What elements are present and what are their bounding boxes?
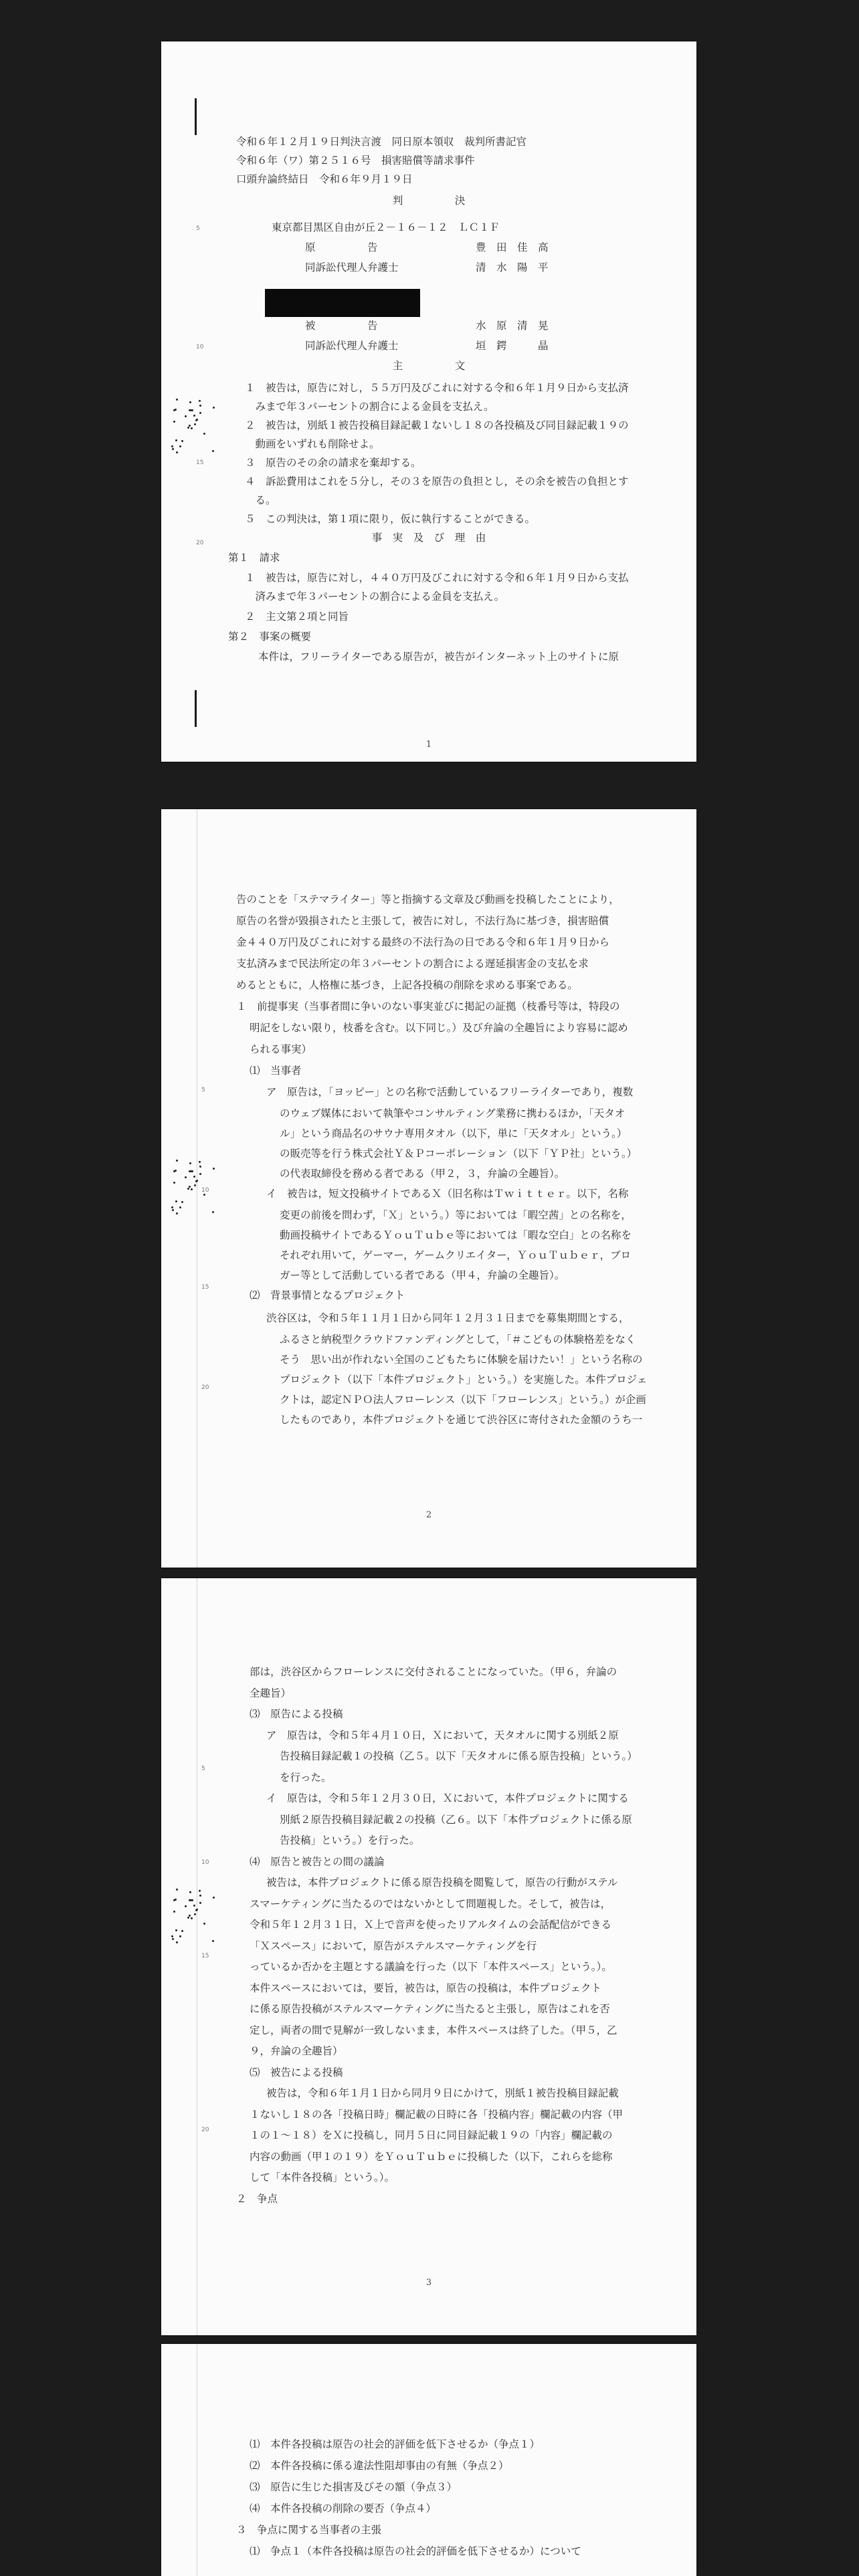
punch-dot bbox=[190, 409, 192, 411]
punch-dot bbox=[176, 1160, 178, 1162]
body-line: 告のことを「ステマライター」等と指摘する文章及び動画を投稿したことにより， bbox=[236, 893, 619, 905]
punch-dot bbox=[179, 1206, 181, 1208]
body-line: 被告は，令和６年１月１日から同月９日にかけて，別紙１被告投稿目録記載 bbox=[266, 2087, 619, 2099]
body-line: に係る原告投稿がステルスマーケティングに当たると主張し，原告はこれを否 bbox=[250, 2003, 610, 2015]
body-line: ⑶ 原告に生じた損害及びその額（争点３） bbox=[250, 2481, 458, 2493]
body-line: クトは，認定ＮＰＯ法人フローレンス（以下「フローレンス」という。）が企画 bbox=[280, 1394, 646, 1406]
main-item-line: ５ この判決は，第１項に限り，仮に執行することができる。 bbox=[245, 513, 536, 525]
line-number: 5 bbox=[196, 225, 200, 232]
document-page-1 bbox=[161, 41, 696, 762]
punch-dot bbox=[175, 1899, 177, 1901]
punch-dot bbox=[199, 1902, 201, 1904]
punch-dot bbox=[213, 1897, 215, 1899]
body-line: イ 原告は，令和５年１２月３０日，Ｘにおいて，本件プロジェクトに関する bbox=[266, 1792, 629, 1804]
body-line: 原告の名誉が毀損されたと主張して，被告に対し，不法行為に基づき，損害賠償 bbox=[236, 915, 609, 927]
body-line: 変更の前後を問わず，「Ｘ」という。）等においては「暇空茜」との名称を， bbox=[280, 1209, 632, 1221]
punch-dot bbox=[190, 1170, 192, 1172]
punch-dot bbox=[185, 415, 187, 417]
defendant-name: 水 原 清 晃 bbox=[476, 320, 549, 332]
body-line: の代表取締役を務める者である（甲２，３，弁論の全趣旨）。 bbox=[280, 1168, 565, 1180]
body-line: 告投稿」という。）を行った。 bbox=[280, 1834, 420, 1846]
document-page-3 bbox=[161, 1578, 696, 2335]
body-line: 本件スペースにおいては，要旨，被告は，原告の投稿は，本件プロジェクト bbox=[250, 1981, 601, 1994]
punch-dot bbox=[189, 1915, 191, 1917]
body-line: 部は，渋谷区からフローレンスに交付されることになっていた。（甲６，弁論の bbox=[250, 1666, 617, 1678]
body-line: イ 被告は，短文投稿サイトであるＸ（旧名称はＴｗｉｔｔｅｒ。以下，名称 bbox=[266, 1188, 629, 1200]
punch-dot bbox=[176, 1212, 178, 1214]
body-line: したものであり，本件プロジェクトを通じて渋谷区に寄付された金額のうち一 bbox=[280, 1414, 643, 1426]
punch-dot bbox=[212, 1211, 214, 1213]
punch-dot bbox=[179, 445, 181, 447]
punch-dot bbox=[176, 1941, 178, 1943]
header-line: 令和６年１２月１９日判決言渡 同日原本領収 裁判所書記官 bbox=[236, 136, 527, 148]
main-item-line: ２ 被告は，別紙１被告投稿目録記載１ないし１８の各投稿及び同目録記載１９の bbox=[245, 419, 629, 431]
defendant-counsel-name: 垣 鍔 晶 bbox=[476, 340, 549, 352]
punch-dot bbox=[189, 1891, 191, 1893]
punch-dot bbox=[199, 1161, 201, 1163]
line-number: 15 bbox=[201, 1953, 209, 1959]
punch-dot bbox=[176, 1889, 178, 1891]
punch-dot bbox=[181, 440, 183, 442]
punch-dot bbox=[194, 423, 196, 425]
body-line: 別紙２原告投稿目録記載２の投稿（乙６。以下「本件プロジェクトに係る原 bbox=[280, 1813, 632, 1826]
punch-dot bbox=[185, 1905, 187, 1907]
punch-dot bbox=[212, 450, 214, 452]
punch-dot bbox=[213, 407, 215, 409]
body-line: して「本件各投稿」という。）。 bbox=[250, 2171, 395, 2183]
body-line: ⑴ 当事者 bbox=[250, 1065, 302, 1077]
plaintiff-address: 東京都目黒区自由が丘２－１６－１２ ＬＣ１Ｆ bbox=[272, 221, 500, 233]
claim-line: 済みまで年３パーセントの割合による金員を支払え。 bbox=[245, 591, 505, 603]
body-line: ⑷ 原告と被告との間の議論 bbox=[250, 1855, 385, 1868]
line-number: 5 bbox=[201, 1087, 205, 1093]
section-heading: 第１ 請求 bbox=[228, 552, 280, 564]
margin-mark bbox=[195, 690, 197, 727]
punch-dot bbox=[194, 1184, 196, 1186]
defendant-label: 被 告 bbox=[305, 320, 378, 332]
body-line: ⑴ 争点１（本件各投稿は原告の社会的評価を低下させるか）について bbox=[250, 2545, 581, 2557]
punch-dot bbox=[173, 1182, 175, 1184]
punch-dot bbox=[175, 1170, 177, 1172]
punch-dot bbox=[191, 1188, 193, 1190]
punch-dot bbox=[196, 1180, 198, 1182]
punch-dot bbox=[187, 1188, 189, 1190]
punch-dot bbox=[181, 1201, 183, 1203]
body-line: ⑴ 本件各投稿は原告の社会的評価を低下させるか（争点１） bbox=[250, 2438, 541, 2450]
plaintiff-name: 豊 田 佳 高 bbox=[476, 241, 549, 253]
punch-dot bbox=[199, 1166, 201, 1168]
punch-dot bbox=[191, 1917, 193, 1919]
body-line: ２ 争点 bbox=[236, 2192, 278, 2205]
body-line: ル」という商品名のサウナ専用タオル（以下，単に「天タオル」という。） bbox=[280, 1128, 628, 1140]
punch-dot bbox=[199, 412, 201, 414]
punch-dot bbox=[171, 445, 173, 447]
body-line: 渋谷区は，令和５年１１月１日から同年１２月３１日までを募集期間とする， bbox=[266, 1312, 630, 1324]
punch-hole-marks bbox=[168, 396, 221, 456]
punch-dot bbox=[175, 439, 177, 441]
line-number: 10 bbox=[201, 1859, 209, 1866]
punch-dot bbox=[193, 1905, 195, 1907]
punch-dot bbox=[176, 451, 178, 453]
page-number: 3 bbox=[425, 2278, 432, 2288]
body-line: そう 思い出が作れない全国のこどもたちに体験を届けたい！」という名称の bbox=[280, 1354, 643, 1366]
body-line: ９，弁論の全趣旨） bbox=[250, 2045, 343, 2057]
header-line: 口頭弁論終結日 令和６年９月１９日 bbox=[236, 173, 413, 185]
plaintiff-counsel-label: 同訴訟代理人弁護士 bbox=[305, 261, 399, 274]
punch-dot bbox=[193, 1176, 195, 1178]
body-line: 金４４０万円及びこれに対する最終の不法行為の日である令和６年１月９日から bbox=[236, 936, 610, 948]
punch-dot bbox=[173, 421, 175, 423]
punch-dot bbox=[203, 1923, 205, 1925]
punch-dot bbox=[176, 399, 178, 401]
punch-dot bbox=[189, 401, 191, 403]
body-line: の販売等を行う株式会社Ｙ＆Ｐコーポレーション（以下「ＹＰ社」という。） bbox=[280, 1148, 638, 1160]
body-line: スマーケティングに当たるのではないかとして問題視した。そして，被告は， bbox=[250, 1897, 611, 1910]
punch-dot bbox=[199, 1173, 201, 1175]
punch-dot bbox=[189, 425, 191, 427]
document-page-4 bbox=[161, 2344, 696, 2576]
margin-mark bbox=[195, 98, 197, 135]
body-line: 動画投稿サイトであるＹｏｕＴｕｂｅ等においては「暇な空白」との名称を bbox=[280, 1229, 632, 1241]
punch-dot bbox=[199, 400, 201, 402]
main-item-line: る。 bbox=[245, 494, 276, 506]
punch-dot bbox=[203, 1194, 205, 1196]
body-line: られる事実） bbox=[250, 1043, 312, 1055]
punch-hole-marks bbox=[168, 1157, 221, 1217]
punch-dot bbox=[187, 427, 189, 429]
defendant-counsel-label: 同訴訟代理人弁護士 bbox=[305, 340, 399, 352]
line-number: 20 bbox=[196, 540, 204, 546]
punch-hole-marks bbox=[168, 1886, 221, 1946]
punch-dot bbox=[193, 415, 195, 417]
body-line: 定し，両者の間で見解が一致しないまま，本件スペースは終了した。（甲５，乙 bbox=[250, 2024, 617, 2036]
body-line: ⑸ 被告による投稿 bbox=[250, 2066, 343, 2078]
punch-dot bbox=[190, 1899, 192, 1901]
reasons-heading: 事 実 及 び 理 由 bbox=[371, 532, 486, 544]
body-line: 告投稿目録記載１の投稿（乙５。以下「天タオルに係る原告投稿」という。） bbox=[280, 1750, 638, 1762]
punch-dot bbox=[172, 1938, 174, 1940]
main-text-heading: 主 文 bbox=[392, 360, 466, 372]
body-line: ⑶ 原告による投稿 bbox=[250, 1708, 343, 1720]
body-line: ア 原告は，令和５年４月１０日，Ｘにおいて，天タオルに関する別紙２原 bbox=[266, 1729, 619, 1741]
plaintiff-label: 原 告 bbox=[305, 241, 378, 253]
body-line: 支払済みまで民法所定の年３パーセントの割合による遅延損害金の支払を求 bbox=[236, 958, 589, 970]
line-number: 5 bbox=[201, 1765, 205, 1772]
body-line: ⑵ 本件各投稿に係る違法性阻却事由の有無（争点２） bbox=[250, 2460, 509, 2472]
overview-line: 本件は，フリーライターである原告が，被告がインターネット上のサイトに原 bbox=[258, 651, 619, 663]
claim-line: ２ 主文第２項と同旨 bbox=[245, 611, 349, 623]
body-line: １の１～１８）をＸに投稿し，同月５日に同目録記載１９の「内容」欄記載の bbox=[250, 2129, 613, 2141]
redaction-block bbox=[265, 289, 420, 317]
punch-dot bbox=[189, 1162, 191, 1164]
body-line: のウェブ媒体において執筆やコンサルティング業務に携わるほか，「天タオ bbox=[280, 1107, 626, 1119]
punch-dot bbox=[179, 1935, 181, 1937]
line-number: 20 bbox=[201, 2127, 209, 2133]
page-number: 2 bbox=[425, 1510, 432, 1520]
body-line: めるとともに，人格権に基づき，上記各投稿の削除を求める事案である。 bbox=[236, 979, 578, 991]
line-number: 15 bbox=[201, 1284, 209, 1291]
body-line: 被告は，本件プロジェクトに係る原告投稿を閲覧して，原告の行動がステル bbox=[266, 1876, 618, 1889]
body-line: 「Ｘスペース」において，原告がステルスマーケティングを行 bbox=[250, 1939, 537, 1952]
punch-dot bbox=[172, 1209, 174, 1211]
header-line: 令和６年（ワ）第２５１６号 損害賠償等請求事件 bbox=[236, 154, 475, 167]
document-page-2 bbox=[161, 809, 696, 1568]
body-line: ふるさと納税型クラウドファンディングとして，「＃こどもの体験格差をなく bbox=[280, 1333, 636, 1346]
body-line: 令和５年１２月３１日，Ｘ上で音声を使ったリアルタイムの会話配信ができる bbox=[250, 1919, 611, 1931]
plaintiff-counsel-name: 清 水 陽 平 bbox=[476, 261, 549, 274]
punch-dot bbox=[199, 405, 201, 407]
body-line: それぞれ用いて，ゲーマー，ゲームクリエイター，ＹｏｕＴｕｂｅｒ，ブロ bbox=[280, 1249, 632, 1261]
punch-dot bbox=[187, 1917, 189, 1919]
punch-dot bbox=[203, 433, 205, 435]
body-line: プロジェクト（以下「本件プロジェクト」という。）を実施した。本件プロジェ bbox=[280, 1374, 648, 1386]
body-line: 全趣旨） bbox=[250, 1687, 292, 1699]
body-line: １ないし１８の各「投稿日時」欄記載の日時に各「投稿内容」欄記載の内容（甲 bbox=[250, 2108, 624, 2121]
body-line: ア 原告は，「ヨッピー」との名称で活動しているフリーライターであり，複数 bbox=[266, 1086, 634, 1098]
line-number: 10 bbox=[201, 1187, 209, 1194]
punch-dot bbox=[213, 1168, 215, 1170]
line-number: 20 bbox=[201, 1384, 209, 1391]
punch-dot bbox=[196, 1909, 198, 1911]
body-line: を行った。 bbox=[280, 1771, 332, 1784]
section-heading: 第２ 事案の概要 bbox=[228, 631, 312, 643]
body-line: １ 前提事実（当事者間に争いのない事実並びに掲記の証拠（枝番号等は，特段の bbox=[236, 1000, 620, 1012]
punch-dot bbox=[175, 1200, 177, 1202]
body-line: ⑵ 背景事情となるプロジェクト bbox=[250, 1289, 405, 1301]
punch-dot bbox=[194, 1913, 196, 1915]
punch-dot bbox=[185, 1176, 187, 1178]
punch-dot bbox=[196, 419, 198, 421]
main-item-line: みまで年３パーセントの割合による金員を支払え。 bbox=[245, 401, 494, 413]
page-number: 1 bbox=[425, 740, 432, 750]
punch-dot bbox=[181, 1930, 183, 1932]
body-line: ガー等として活動している者である（甲４，弁論の全趣旨）。 bbox=[280, 1269, 565, 1281]
punch-dot bbox=[199, 1895, 201, 1897]
punch-dot bbox=[175, 409, 177, 411]
claim-line: １ 被告は，原告に対し，４４０万円及びこれに対する令和６年１月９日から支払 bbox=[245, 572, 629, 584]
punch-dot bbox=[189, 1186, 191, 1188]
body-line: ⑷ 本件各投稿の削除の要否（争点４） bbox=[250, 2502, 437, 2514]
main-item-line: １ 被告は，原告に対し，５５万円及びこれに対する令和６年１月９日から支払済 bbox=[245, 382, 629, 394]
punch-dot bbox=[212, 1940, 214, 1942]
punch-dot bbox=[191, 427, 193, 429]
line-number: 10 bbox=[196, 344, 204, 350]
body-line: 内容の動画（甲１の１９）をＹｏｕＴｕｂｅに投稿した（以下，これらを総称 bbox=[250, 2150, 613, 2163]
main-item-line: ４ 訴訟費用はこれを５分し，その３を原告の負担とし，その余を被告の負担とす bbox=[245, 475, 629, 488]
main-item-line: 動画をいずれも削除せよ。 bbox=[245, 438, 380, 450]
punch-dot bbox=[172, 448, 174, 450]
punch-dot bbox=[175, 1929, 177, 1931]
main-item-line: ３ 原告のその余の請求を棄却する。 bbox=[245, 457, 421, 469]
body-line: ３ 争点に関する当事者の主張 bbox=[236, 2524, 382, 2536]
body-line: 明記をしない限り，枝番を含む。以下同じ。）及び弁論の全趣旨により容易に認め bbox=[250, 1022, 628, 1034]
punch-dot bbox=[171, 1206, 173, 1208]
body-line: っているか否かを主題とする議論を行った（以下「本件スペース」という。）。 bbox=[250, 1961, 612, 1973]
judgment-heading: 判 決 bbox=[392, 195, 466, 207]
punch-dot bbox=[199, 1890, 201, 1892]
punch-dot bbox=[171, 1935, 173, 1937]
punch-dot bbox=[173, 1911, 175, 1913]
line-number: 15 bbox=[196, 459, 204, 466]
